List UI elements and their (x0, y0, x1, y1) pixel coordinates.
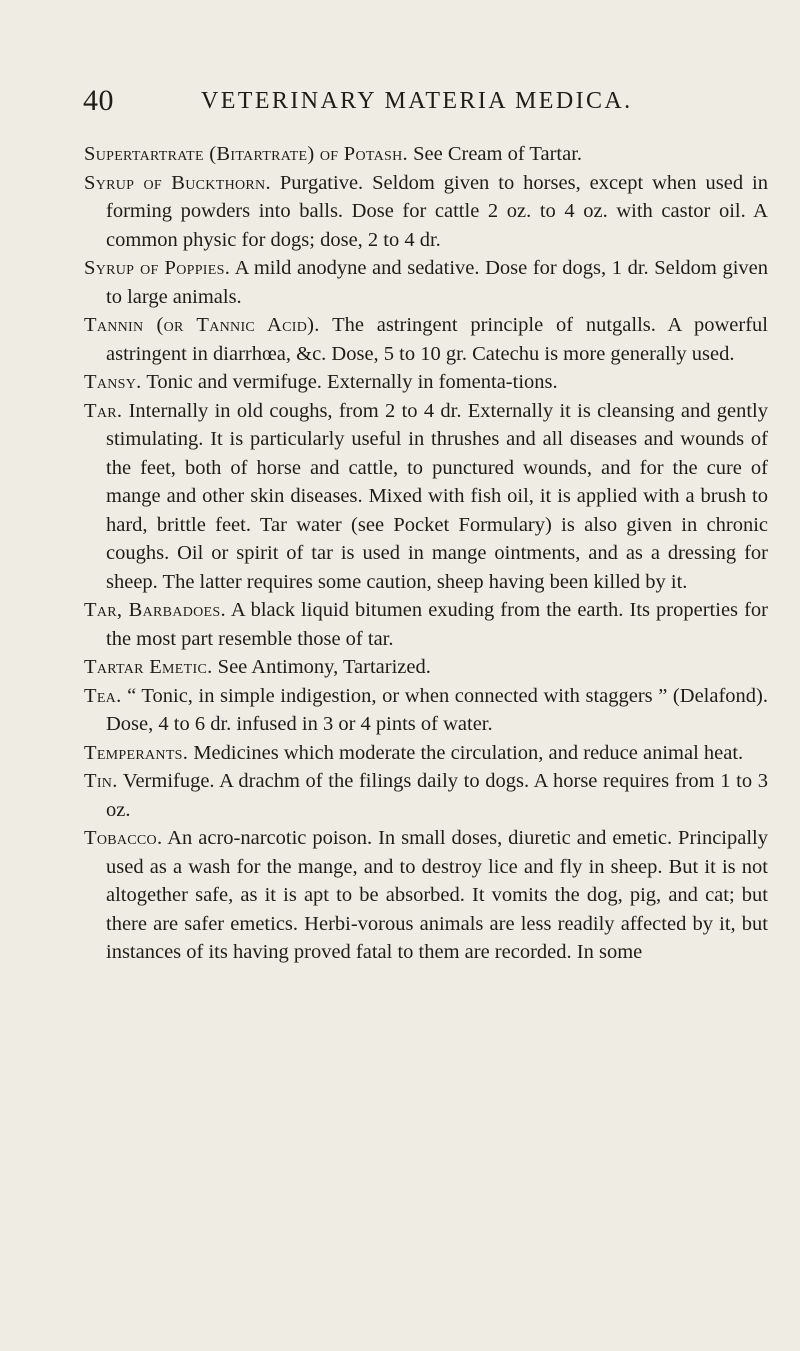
entry-tobacco (84, 824, 768, 967)
entry-text: Tonic and vermifuge. Externally in fomenta-tions. (141, 371, 558, 393)
entry-text: Vermifuge. A drachm of the filings daily to dogs. A horse requires from 1 to 3 oz. (106, 770, 768, 821)
entry-term: Tin. (84, 770, 118, 792)
entry-text: See Antimony, Tartarized. (212, 656, 431, 678)
page-number: 40 (83, 84, 114, 117)
entry-term: Tar, Barbadoes. (84, 599, 226, 621)
page-header (83, 84, 723, 124)
entry-term: Temperants. (84, 741, 189, 764)
entry-text: Medicines which moderate the circulation, and reduce animal heat. (188, 741, 744, 764)
entry-term: Tannin (or Tannic Acid). (84, 314, 320, 336)
entry-tansy (84, 368, 768, 397)
entry-text: The astringent principle of nutgalls. A powerful astringent in diarrhœa, &c. Dose, 5 to 10 gr. Catechu is more generally used. (106, 314, 768, 365)
entry-term: Tobacco. (84, 827, 163, 849)
entry-term: Syrup of Poppies. (84, 257, 231, 279)
glossary-entries (84, 140, 768, 967)
entry-tar-barbadoes (84, 596, 768, 653)
running-head: VETERINARY MATERIA MEDICA. (201, 88, 633, 114)
entry-tartar-emetic (84, 653, 768, 682)
entry-tannin (84, 311, 768, 368)
entry-text: Purgative. Seldom given to horses, except when used in forming powders into balls. Dose for cattle 2 oz. to 4 oz. with castor oil. A common physic for dogs; dose, 2 to 4 dr. (106, 171, 768, 251)
entry-tar (84, 397, 768, 597)
entry-temperants (84, 739, 768, 768)
entry-text: See Cream of Tartar. (407, 143, 583, 165)
entry-syrup-of-buckthorn (84, 169, 768, 255)
entry-tea (84, 682, 768, 739)
entry-text: A mild anodyne and sedative. Dose for dogs, 1 dr. Seldom given to large animals. (106, 257, 769, 308)
entry-term: Tartar Emetic. (84, 656, 213, 678)
entry-term: Syrup of Buckthorn. (84, 171, 271, 194)
entry-supertartrate-of-potash (84, 140, 768, 169)
entry-text: Internally in old coughs, from 2 to 4 dr. Externally it is cleansing and gently stimulating. It is particularly useful in thrushes and all diseases and wounds of the feet, both of horse and cattle, to punctured wounds, and for the cure of mange and other skin diseases. Mixed with fish oil, it is applied with a brush to hard, brittle feet. Tar water (see Pocket Formulary) is also given in chronic coughs. Oil or spirit of tar is used in mange ointments, and as a dressing for sheep. The latter requires some caution, sheep having been killed by it. (106, 399, 768, 593)
entry-text: A black liquid bitumen exuding from the earth. Its properties for the most part resemble those of tar. (106, 599, 768, 650)
entry-text: An acro-narcotic poison. In small doses, diuretic and emetic. Principally used as a wash for the mange, and to destroy lice and fly in sheep. But it is not altogether safe, as it is apt to be absorbed. It vomits the dog, pig, and cat; but there are safer emetics. Herbi-vorous animals are less readily affected by it, but instances of its having proved fatal to them are recorded. In some (106, 827, 768, 963)
entry-syrup-of-poppies (84, 254, 768, 311)
entry-term: Tar. (84, 399, 123, 422)
entry-text: “ Tonic, in simple indigestion, or when connected with staggers ” (Delafond). Dose, 4 to 6 dr. infused in 3 or 4 pints of water. (106, 684, 768, 735)
entry-tin (84, 767, 768, 824)
entry-term: Tansy. (84, 371, 142, 393)
entry-term: Supertartrate (Bitartrate) of Potash. (84, 143, 408, 165)
entry-term: Tea. (84, 684, 122, 707)
